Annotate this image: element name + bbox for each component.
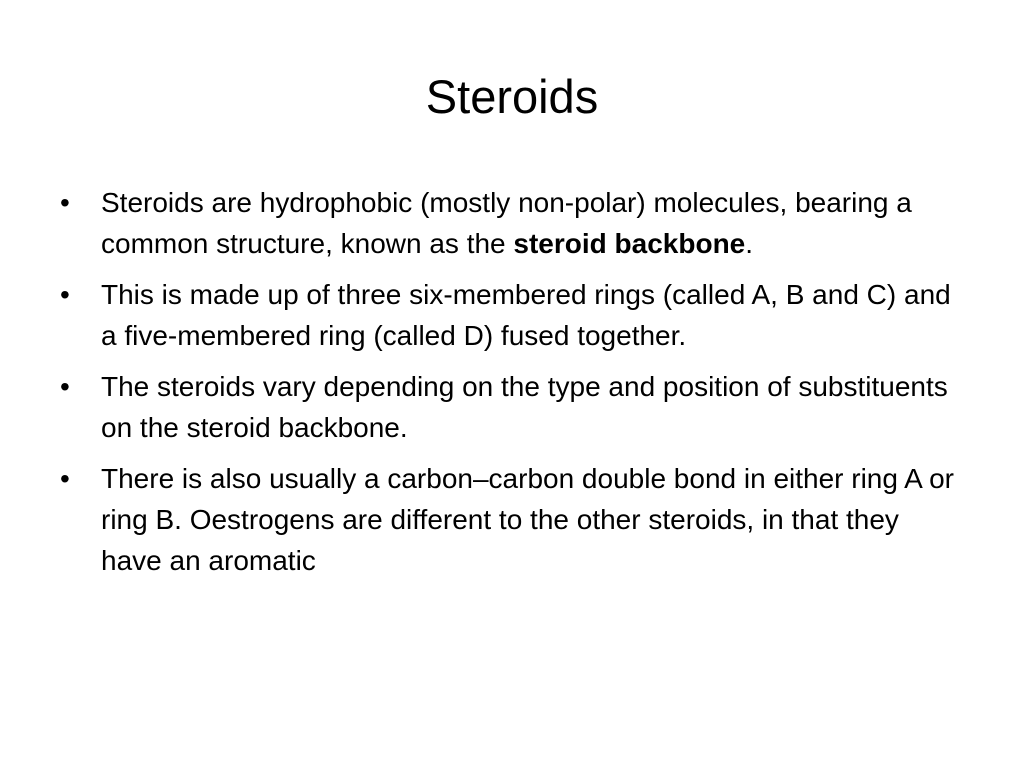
slide-title: Steroids bbox=[425, 70, 599, 123]
bullet-text: The steroids vary depending on the type and position of substituents on the steroid backbone. bbox=[101, 371, 948, 443]
bullet-bold-term: steroid backbone bbox=[513, 228, 746, 259]
bullet-marker: • bbox=[60, 371, 70, 402]
bullet-text: There is also usually a carbon–carbon double bond in either ring A or ring B. Oestrogens are different to the other steroids, in that they have an aromatic bbox=[101, 463, 954, 576]
bullet-marker: • bbox=[60, 279, 70, 310]
bullet-item-3 bbox=[60, 366, 960, 448]
bullet-marker: • bbox=[60, 463, 70, 494]
bullet-marker: • bbox=[60, 187, 70, 218]
bullet-text: Steroids are hydrophobic (mostly non-polar) molecules, bearing a common structure, known as the bbox=[101, 187, 912, 259]
bullet-text-end: . bbox=[745, 228, 754, 259]
bullet-item-1 bbox=[60, 182, 960, 264]
bullet-item-4 bbox=[60, 458, 960, 581]
bullet-list bbox=[60, 182, 960, 591]
bullet-item-2 bbox=[60, 274, 960, 356]
bullet-text: This is made up of three six-membered rings (called A, B and C) and a five-membered ring (called D) fused together. bbox=[101, 279, 951, 351]
